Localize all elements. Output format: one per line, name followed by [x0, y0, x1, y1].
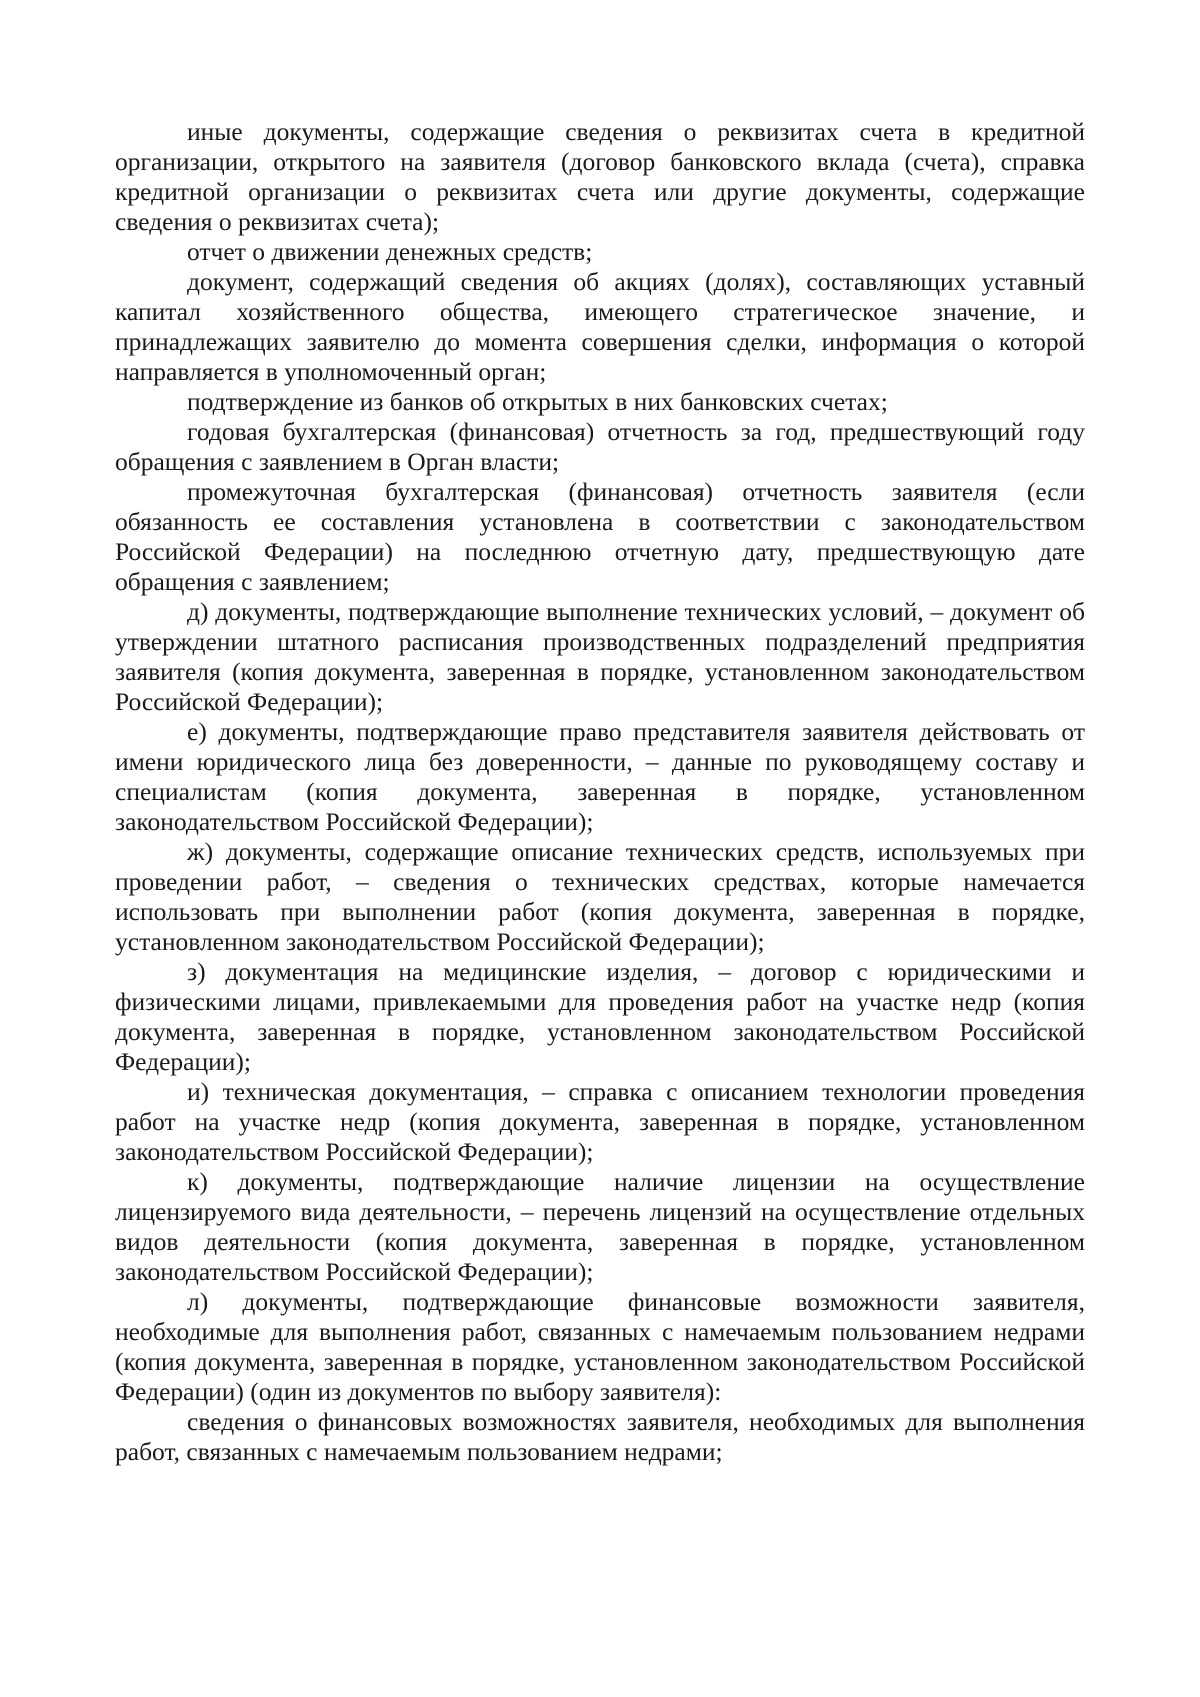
paragraph-bank-accounts-confirmation: подтверждение из банков об открытых в них банковских счетах; — [187, 387, 888, 416]
paragraph-shares-document: документ, содержащий сведения об акциях (долях), составляющих уставный капитал хозяйственного общества, имеющего стратегическое значение, и принадлежащих заявителю до момента совершения сделки, информация о которой направляется в уполномоченный орган; — [115, 267, 1085, 386]
paragraph-item-k: к) документы, подтверждающие наличие лицензии на осуществление лицензируемого вида деятельности, – перечень лицензий на осуществление отдельных видов деятельности (копия документа, заверенная в порядке, установленном законодательством Российской Федерации); — [115, 1167, 1085, 1286]
paragraph-item-zh: ж) документы, содержащие описание технических средств, используемых при проведении работ, – сведения о технических средствах, которые намечается использовать при выполнении работ (копия документа, заверенная в порядке, установленном законодательством Российской Федерации); — [115, 837, 1085, 956]
paragraph-item-l: л) документы, подтверждающие финансовые возможности заявителя, необходимые для выполнения работ, связанных с намечаемым пользованием недрами (копия документа, заверенная в порядке, установленном законодательством Российской Федерации) (один из документов по выбору заявителя): — [115, 1287, 1085, 1406]
paragraph-item-i: и) техническая документация, – справка с описанием технологии проведения работ на участке недр (копия документа, заверенная в порядке, установленном законодательством Российской Федерации); — [115, 1077, 1085, 1166]
paragraph-bank-details-documents: иные документы, содержащие сведения о реквизитах счета в кредитной организации, открытого на заявителя (договор банковского вклада (счета), справка кредитной организации о реквизитах счета или другие документы, содержащие сведения о реквизитах счета); — [115, 117, 1085, 236]
paragraph-item-e: е) документы, подтверждающие право представителя заявителя действовать от имени юридического лица без доверенности, – данные по руководящему составу и специалистам (копия документа, заверенная в порядке, установленном законодательством Российской Федерации); — [115, 717, 1085, 836]
paragraph-interim-accounting: промежуточная бухгалтерская (финансовая) отчетность заявителя (если обязанность ее составления установлена в соответствии с законодательством Российской Федерации) на последнюю отчетную дату, предшествующую дате обращения с заявлением; — [115, 477, 1085, 596]
paragraph-item-d: д) документы, подтверждающие выполнение технических условий, – документ об утверждении штатного расписания производственных подразделений предприятия заявителя (копия документа, заверенная в порядке, установленном законодательством Российской Федерации); — [115, 597, 1085, 716]
paragraph-financial-capabilities: сведения о финансовых возможностях заявителя, необходимых для выполнения работ, связанных с намечаемым пользованием недрами; — [115, 1407, 1085, 1466]
paragraph-cash-flow-report: отчет о движении денежных средств; — [187, 237, 593, 266]
paragraph-annual-accounting: годовая бухгалтерская (финансовая) отчетность за год, предшествующий году обращения с заявлением в Орган власти; — [115, 417, 1085, 476]
paragraph-item-z: з) документация на медицинские изделия, – договор с юридическими и физическими лицами, привлекаемыми для проведения работ на участке недр (копия документа, заверенная в порядке, установленном законодательством Российской Федерации); — [115, 957, 1085, 1076]
document-page — [115, 117, 1085, 1467]
